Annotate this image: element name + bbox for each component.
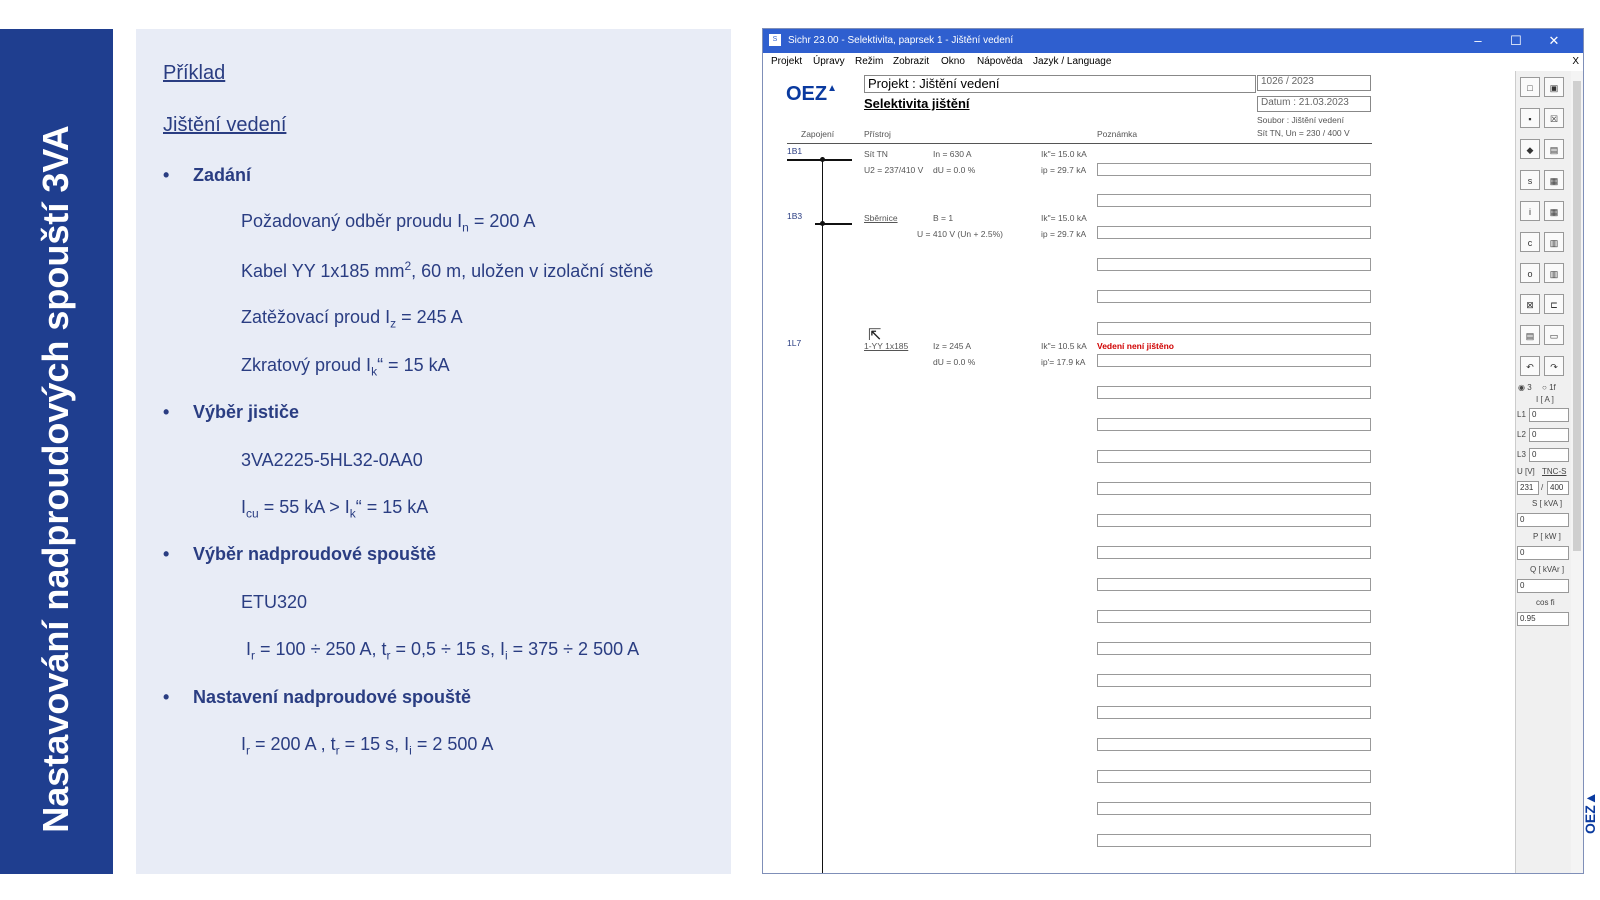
voltage-line-input[interactable]: 400 (1547, 481, 1569, 495)
note-field[interactable] (1097, 194, 1371, 207)
line-icu: $I_{cu} = 55$ kA > $I_k“ = 15$ kA (241, 497, 429, 521)
date-box[interactable]: Datum : 21.03.2023 (1257, 96, 1371, 112)
q-label: Q [ kVAr ] (1530, 565, 1565, 574)
line-jistic: 3VA2225-5HL32-0AA0 (241, 450, 423, 470)
document-area[interactable] (763, 71, 1515, 873)
tool-chr-icon[interactable]: c (1520, 232, 1540, 252)
l3-label: L3 (1517, 450, 1526, 459)
note-field[interactable] (1097, 450, 1371, 463)
tool-i-icon[interactable]: i (1520, 201, 1540, 221)
cosfi-label: cos fi (1536, 598, 1555, 607)
calculator-icon[interactable]: ▦ (1544, 170, 1564, 190)
subtitle: Selektivita jištění (864, 96, 970, 111)
note-field[interactable] (1097, 674, 1371, 687)
menu-projekt[interactable]: Projekt (771, 56, 803, 67)
l3-input[interactable]: 0 (1529, 448, 1569, 462)
node-1b1 (820, 157, 825, 162)
note-field[interactable] (1097, 482, 1371, 495)
minimize-button[interactable]: – (1474, 33, 1482, 48)
note-field[interactable] (1097, 610, 1371, 623)
note-field[interactable] (1097, 834, 1371, 847)
heading-topic: Jištění vedení (163, 114, 287, 136)
cosfi-input[interactable]: 0.95 (1517, 612, 1569, 626)
row3-note: Vedení není jištěno (1097, 341, 1174, 351)
note-field[interactable] (1097, 163, 1371, 176)
bullet-vyber-spouste: • Výběr nadproudové spouště (163, 544, 437, 564)
row3-device[interactable]: 1-YY 1x185 (864, 341, 909, 351)
l1-label: L1 (1517, 410, 1526, 419)
l1-input[interactable]: 0 (1529, 408, 1569, 422)
note-field[interactable] (1097, 546, 1371, 559)
note-field[interactable] (1097, 802, 1371, 815)
voltage-label: U [V] (1517, 467, 1535, 476)
note-field[interactable] (1097, 258, 1371, 271)
note-field[interactable] (1097, 642, 1371, 655)
line-odber: Požadovaný odběr proudu $I_n = 200$ A (241, 211, 536, 235)
row3-ik: Ik"= 10.5 kA (1041, 341, 1087, 351)
note-field[interactable] (1097, 738, 1371, 751)
menu-zobrazit[interactable]: Zobrazit (893, 56, 930, 67)
current-label: I [ A ] (1536, 395, 1554, 404)
menu-napoveda[interactable]: Nápověda (977, 56, 1023, 67)
file-label: Soubor : Jištění vedení (1257, 115, 1344, 125)
phase-1-radio[interactable]: ○ 1f (1542, 383, 1556, 392)
vertical-scrollbar[interactable] (1571, 71, 1583, 873)
eraser-icon[interactable]: ◆ (1520, 139, 1540, 159)
close-file-icon[interactable]: ☒ (1544, 108, 1564, 128)
app-icon: S (769, 34, 781, 46)
l2-label: L2 (1517, 430, 1526, 439)
row1-p2: U2 = 237/410 V (864, 165, 924, 175)
close-button[interactable]: ✕ (1548, 33, 1560, 48)
p-input[interactable]: 0 (1517, 546, 1569, 560)
note-field[interactable] (1097, 418, 1371, 431)
oez-logo: OEZ▲ (786, 83, 838, 105)
heading-example: Příklad (163, 62, 226, 84)
bullet-zadani: • Zadání (163, 165, 252, 185)
line-setting: $I_r = 200$ A , $t_r = 15$ s, $I_i = 2$ 500 A (241, 734, 494, 758)
note-field[interactable] (1097, 226, 1371, 239)
menu-upravy[interactable]: Úpravy (813, 56, 845, 67)
header-rule (787, 143, 1372, 144)
row2-ik: Ik"= 15.0 kA (1041, 213, 1087, 223)
corner-oez-logo: OEZ▲ (1582, 791, 1598, 834)
node-1b3 (820, 221, 825, 226)
redo-icon[interactable]: ↷ (1544, 356, 1564, 376)
line-etu: ETU320 (241, 592, 308, 612)
table-icon[interactable]: ▤ (1520, 325, 1540, 345)
note-field[interactable] (1097, 290, 1371, 303)
title-band (0, 29, 113, 874)
toolbar-panel (1515, 71, 1572, 873)
tree-icon[interactable]: ⊏ (1544, 294, 1564, 314)
menu-okno[interactable]: Okno (941, 56, 965, 67)
row1-p1: In = 630 A (933, 149, 972, 159)
menu-jazyk[interactable]: Jazyk / Language (1033, 56, 1112, 67)
row2-device[interactable]: Sběrnice (864, 213, 898, 223)
s-input[interactable]: 0 (1517, 513, 1569, 527)
feeder-line (822, 157, 823, 873)
bullet-vyber-jistice: • Výběr jističe (163, 402, 300, 422)
net-type[interactable]: TNC-S (1542, 467, 1567, 476)
row2-id: 1B3 (787, 211, 803, 221)
row2-p2: U = 410 V (Un + 2.5%) (917, 229, 1003, 239)
window-title: Sichr 23.00 - Selektivita, paprsek 1 - Jištění vedení (788, 35, 1014, 46)
note-field[interactable] (1097, 770, 1371, 783)
row3-ip: ip'= 17.9 kA (1041, 357, 1086, 367)
col-poznamka: Poznámka (1097, 129, 1138, 139)
row3-id: 1L7 (787, 338, 802, 348)
note-field[interactable] (1097, 514, 1371, 527)
col-zapojeni: Zapojení (801, 129, 835, 139)
q-input[interactable]: 0 (1517, 579, 1569, 593)
content-panel (136, 29, 731, 874)
line-zatez: Zatěžovací proud $I_z = 245$ A (241, 307, 463, 331)
row1-ik: Ik"= 15.0 kA (1041, 149, 1087, 159)
calculator-alt-icon[interactable]: ▦ (1544, 201, 1564, 221)
list-icon[interactable]: ▥ (1544, 232, 1564, 252)
row1-p3: dU = 0.0 % (933, 165, 976, 175)
note-field[interactable] (1097, 322, 1371, 335)
voltage-sep: / (1541, 483, 1544, 492)
s-label: S [ kVA ] (1532, 499, 1563, 508)
undo-icon[interactable]: ↶ (1520, 356, 1540, 376)
menu-close-button[interactable]: X (1572, 56, 1579, 67)
note-field[interactable] (1097, 386, 1371, 399)
app-window (762, 28, 1584, 874)
new-file-icon[interactable]: □ (1520, 77, 1540, 97)
scrollbar-thumb[interactable] (1573, 81, 1581, 551)
vertical-slide-title: Nastavování nadproudových spouští 3VA (35, 125, 76, 833)
menu-rezim[interactable]: Režim (855, 56, 884, 67)
project-box[interactable]: Projekt : Jištění vedení (864, 75, 1256, 93)
p-label: P [ kW ] (1533, 532, 1561, 541)
row1-ip: ip = 29.7 kA (1041, 165, 1087, 175)
row1-id: 1B1 (787, 146, 803, 156)
note-field[interactable] (1097, 706, 1371, 719)
row2-p1: B = 1 (933, 213, 954, 223)
line-range: $I_r = 100 \div 250$ A, $t_r = 0,5 \div 15$ s, $I_i = 375 \div 2$ 500 A (246, 639, 640, 663)
mouse-cursor-icon: ⇱ (868, 327, 882, 344)
save-icon[interactable]: ▪ (1520, 108, 1540, 128)
tool-o-icon[interactable]: o (1520, 263, 1540, 283)
bullet-nastaveni: • Nastavení nadproudové spouště (163, 687, 472, 707)
report-icon[interactable]: ▥ (1544, 263, 1564, 283)
grid-icon[interactable]: ⊠ (1520, 294, 1540, 314)
title-bar (763, 29, 1583, 53)
row3-p1: Iz = 245 A (933, 341, 972, 351)
voltage-phase-input[interactable]: 231 (1517, 481, 1539, 495)
note-field[interactable] (1097, 354, 1371, 367)
open-folder-icon[interactable]: ▣ (1544, 77, 1564, 97)
row2-ip: ip = 29.7 kA (1041, 229, 1087, 239)
menu-bar (763, 53, 1583, 71)
phase-3-radio[interactable]: ◉ 3 (1518, 383, 1532, 392)
line-zkrat: Zkratový proud $I_k“ = 15$ kA (241, 355, 450, 379)
line-kabel: Kabel YY 1x185 $mm^2$, 60 m, uložen v izolační stěně (241, 259, 654, 281)
l2-input[interactable]: 0 (1529, 428, 1569, 442)
note-field[interactable] (1097, 578, 1371, 591)
net-label: Sít TN, Un = 230 / 400 V (1257, 128, 1350, 138)
row1-device: Sít TN (864, 149, 888, 159)
row3-p2: dU = 0.0 % (933, 357, 976, 367)
tool-s-icon[interactable]: s (1520, 170, 1540, 190)
maximize-button[interactable]: ☐ (1510, 33, 1522, 48)
number-box[interactable]: 1026 / 2023 (1257, 75, 1371, 91)
print-icon[interactable]: ▤ (1544, 139, 1564, 159)
screen-icon[interactable]: ▭ (1544, 325, 1564, 345)
col-pristroj: Přístroj (864, 129, 891, 139)
